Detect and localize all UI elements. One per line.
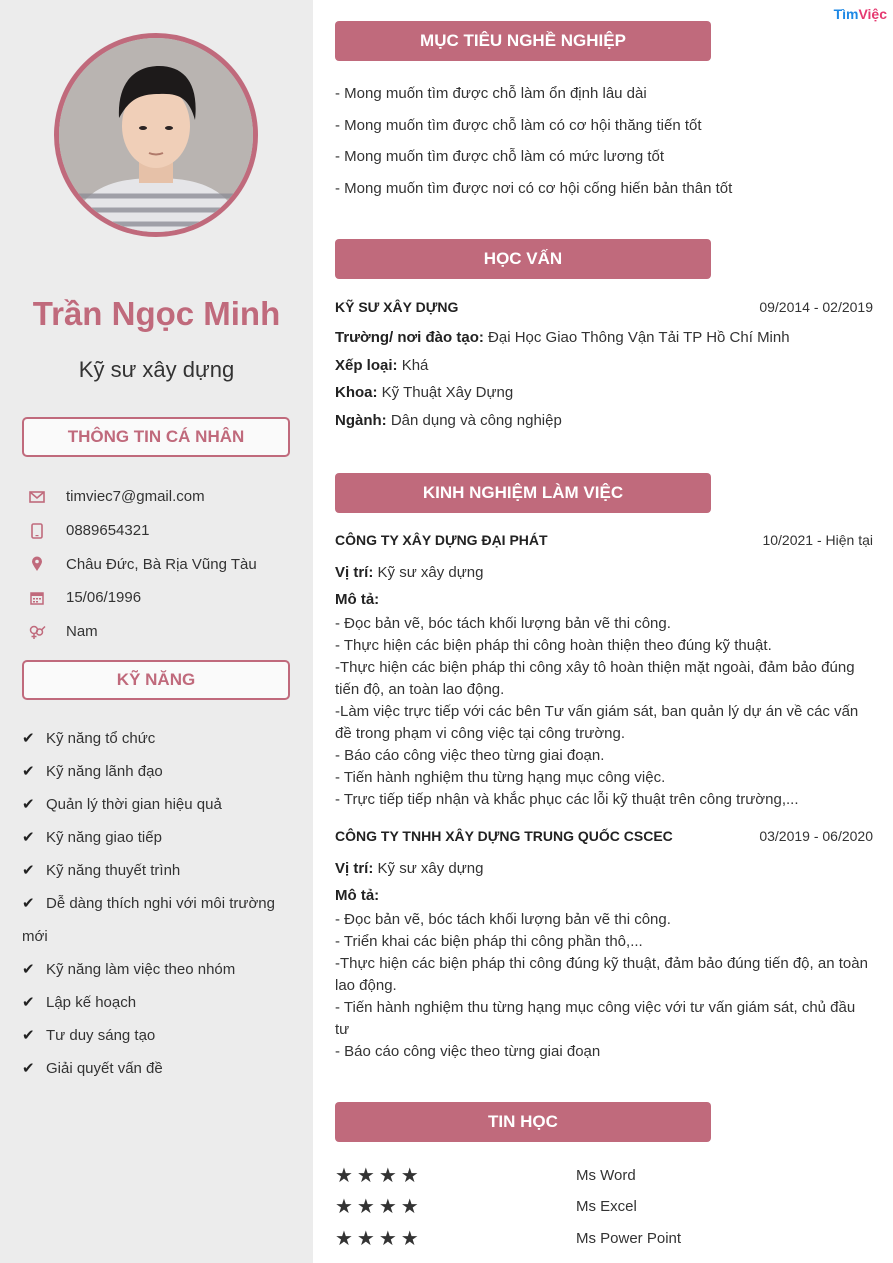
experience-period: 10/2021 - Hiện tại (762, 532, 873, 548)
list-item: ✔ Kỹ năng tổ chức (22, 722, 294, 755)
personal-info-heading: THÔNG TIN CÁ NHÂN (22, 417, 290, 457)
check-icon: ✔ (22, 829, 35, 846)
list-item: ✔ Giải quyết vấn đề (22, 1052, 294, 1085)
position-row: Vị trí: Kỹ sư xây dựng (335, 564, 484, 581)
address-value: Châu Đức, Bà Rịa Vũng Tàu (66, 555, 257, 573)
dob-value: 15/06/1996 (66, 589, 142, 607)
experience-header (335, 527, 873, 553)
list-item: ✔ Kỹ năng giao tiếp (22, 821, 294, 854)
list-item: ✔ Kỹ năng làm việc theo nhóm (22, 953, 294, 986)
check-icon: ✔ (22, 994, 35, 1011)
star-rating: ★★★★ (335, 1227, 423, 1250)
list-item: - Mong muốn tìm được nơi có cơ hội cống hiến bản thân tốt (335, 179, 733, 197)
skills-heading: KỸ NĂNG (22, 660, 290, 700)
faculty-row: Khoa: Kỹ Thuật Xây Dựng (335, 384, 514, 401)
list-item (335, 1191, 875, 1222)
description-line: -Làm việc trực tiếp với các bên Tư vấn giám sát, ban quản lý dự án về các vấn đề trong phạm vi công việc tại công trường. (335, 702, 859, 742)
check-icon: ✔ (22, 895, 35, 912)
list-item (335, 1160, 875, 1191)
list-item: - Mong muốn tìm được chỗ làm có mức lương tốt (335, 148, 665, 165)
description-label: Mô tả: (335, 886, 380, 904)
company-name: CÔNG TY TNHH XÂY DỰNG TRUNG QUỐC CSCEC (335, 828, 673, 844)
education-heading: HỌC VẤN (335, 239, 711, 279)
list-item: ✔ Lập kế hoạch (22, 986, 294, 1019)
list-item: - Mong muốn tìm được chỗ làm có cơ hội thăng tiến tốt (335, 116, 702, 134)
gender-row (26, 615, 257, 649)
personal-info-list (26, 480, 257, 648)
email-value: timviec7@gmail.com (66, 488, 205, 506)
list-item (335, 1223, 875, 1254)
gender-value: Nam (66, 623, 98, 641)
avatar-photo (59, 38, 253, 232)
description-line: - Tiến hành nghiệm thu từng hạng mục công việc. (335, 768, 666, 786)
education-period: 09/2014 - 02/2019 (759, 299, 873, 315)
description-line: - Báo cáo công việc theo từng giai đoạn (335, 1042, 601, 1060)
phone-row (26, 514, 257, 548)
list-item: ✔ Quản lý thời gian hiệu quả (22, 788, 294, 821)
check-icon: ✔ (22, 796, 35, 813)
phone-icon (26, 522, 48, 540)
email-row (26, 480, 257, 514)
description-line: - Tiến hành nghiệm thu từng hạng mục công việc với tư vấn giám sát, chủ đầu tư (335, 998, 856, 1038)
school-row: Trường/ nơi đào tạo: Đại Học Giao Thông Vận Tải TP Hồ Chí Minh (335, 329, 790, 346)
education-block (335, 294, 873, 434)
experience-item (335, 823, 873, 1063)
dob-row (26, 581, 257, 615)
experience-period: 03/2019 - 06/2020 (759, 828, 873, 844)
phone-value: 0889654321 (66, 522, 150, 540)
star-rating: ★★★★ (335, 1196, 423, 1219)
check-icon: ✔ (22, 1027, 35, 1044)
list-item: ✔ Kỹ năng lãnh đạo (22, 755, 294, 788)
check-icon: ✔ (22, 730, 35, 747)
objective-list (335, 78, 875, 204)
description-line: -Thực hiện các biện pháp thi công đúng kỹ thuật, đảm bảo đúng tiến độ, an toàn lao động. (335, 954, 868, 994)
it-skills-list (335, 1160, 875, 1254)
timviec-logo: TìmViệc (833, 6, 887, 22)
skills-list (22, 722, 294, 1085)
check-icon: ✔ (22, 1060, 35, 1077)
it-skill-name: Ms Excel (576, 1198, 637, 1216)
education-header (335, 294, 873, 320)
it-skill-name: Ms Power Point (576, 1229, 682, 1247)
description-line: - Triển khai các biện pháp thi công phần thô,... (335, 932, 643, 950)
candidate-title: Kỹ sư xây dựng (78, 357, 235, 382)
position-row: Vị trí: Kỹ sư xây dựng (335, 860, 484, 877)
list-item: ✔ Dễ dàng thích nghi với môi trường mới (22, 887, 294, 953)
experience-header (335, 823, 873, 849)
experience-item (335, 527, 873, 811)
candidate-name: Trần Ngọc Minh (32, 295, 281, 332)
experience-heading: KINH NGHIỆM LÀM VIỆC (335, 473, 711, 513)
check-icon: ✔ (22, 961, 35, 978)
description-line: - Thực hiện các biện pháp thi công hoàn thiện theo đúng kỹ thuật. (335, 636, 772, 654)
mail-icon (26, 488, 48, 506)
list-item: - Mong muốn tìm được chỗ làm ổn định lâu dài (335, 85, 647, 102)
list-item: ✔ Tư duy sáng tạo (22, 1019, 294, 1052)
main-content (313, 0, 893, 1263)
sidebar (0, 0, 313, 1263)
calendar-icon (26, 589, 48, 607)
degree: KỸ SƯ XÂY DỰNG (335, 299, 459, 315)
list-item: ✔ Kỹ năng thuyết trình (22, 854, 294, 887)
it-skill-name: Ms Word (576, 1167, 636, 1185)
avatar (54, 33, 258, 237)
major-row: Ngành: Dân dụng và công nghiệp (335, 411, 562, 429)
it-heading: TIN HỌC (335, 1102, 711, 1142)
star-rating: ★★★★ (335, 1165, 423, 1188)
rank-row: Xếp loại: Khá (335, 356, 429, 374)
description-line: -Thực hiện các biện pháp thi công xây tô hoàn thiện mặt ngoài, đảm bảo đúng tiến độ, an toàn lao động. (335, 658, 855, 698)
description-line: - Đọc bản vẽ, bóc tách khối lượng bản vẽ thi công. (335, 910, 671, 928)
company-name: CÔNG TY XÂY DỰNG ĐẠI PHÁT (335, 532, 548, 548)
description-line: - Đọc bản vẽ, bóc tách khối lượng bản vẽ thi công. (335, 614, 671, 632)
address-row (26, 547, 257, 581)
check-icon: ✔ (22, 862, 35, 879)
description-line: - Báo cáo công việc theo từng giai đoạn. (335, 746, 605, 764)
check-icon: ✔ (22, 763, 35, 780)
objective-heading: MỤC TIÊU NGHỀ NGHIỆP (335, 21, 711, 61)
description-line: - Trực tiếp tiếp nhận và khắc phục các lỗi kỹ thuật trên công trường,... (335, 790, 799, 808)
gender-icon (26, 623, 48, 641)
description-label: Mô tả: (335, 590, 380, 608)
location-pin-icon (26, 555, 48, 573)
